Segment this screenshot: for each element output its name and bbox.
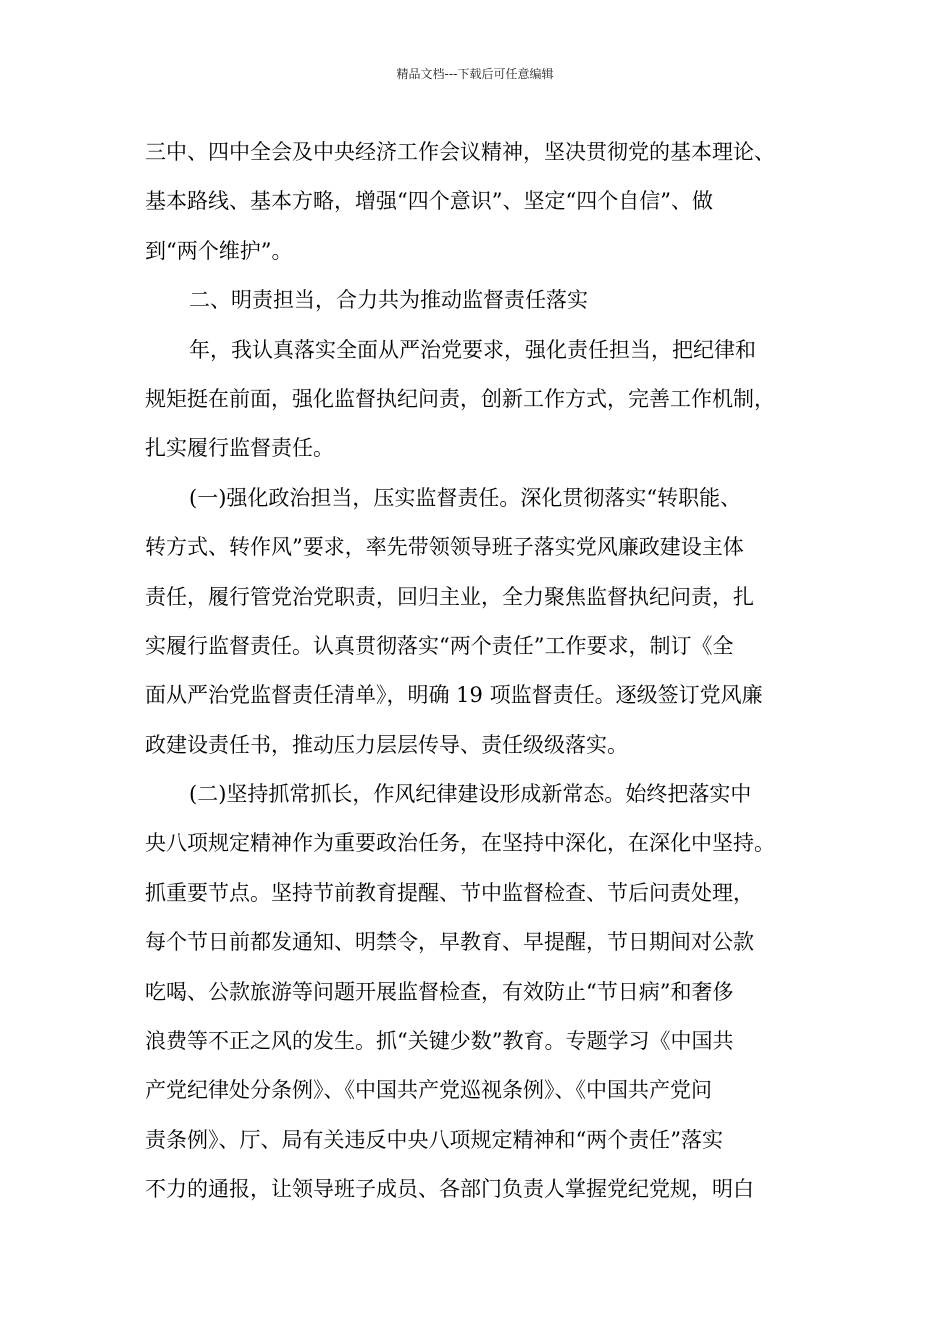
text-line: 扎实履行监督责任。 [145, 436, 334, 461]
text-line: 政建设责任书，推动压力层层传导、责任级级落实。 [145, 732, 628, 757]
text-line: 抓重要节点。坚持节前教育提醒、节中监督检查、节后问责处理， [145, 880, 754, 905]
text-line: 不力的通报，让领导班子成员、各部门负责人掌握党纪党规，明白 [145, 1177, 754, 1202]
text-line: 实履行监督责任。认真贯彻落实“两个责任”工作要求，制订《全 [145, 633, 734, 658]
text-line: 浪费等不正之风的发生。抓“关键少数”教育。专题学习《中国共 [145, 1029, 734, 1054]
text-line: 责任，履行管党治党职责，回归主业，全力聚焦监督执纪问责，扎 [145, 584, 754, 609]
text-line: 吃喝、公款旅游等问题开展监督检查，有效防止“节日病”和奢侈 [145, 979, 734, 1004]
text-line: 规矩挺在前面，强化监督执纪问责，创新工作方式，完善工作机制， [145, 386, 775, 411]
text-line: 转方式、转作风”要求，率先带领领导班子落实党风廉政建设主体 [145, 535, 744, 560]
document-body [145, 128, 815, 1215]
text-line: 每个节日前都发通知、明禁令，早教育、早提醒，节日期间对公款 [145, 930, 754, 955]
text-line: 年，我认真落实全面从严治党要求，强化责任担当，把纪律和 [189, 337, 756, 362]
text-line: 央八项规定精神作为重要政治任务，在坚持中深化，在深化中坚持。 [145, 831, 775, 856]
subsection-line: (一)强化政治担当，压实监督责任。深化贯彻落实“转职能、 [189, 485, 742, 510]
section-heading: 二、明责担当，合力共为推动监督责任落实 [189, 288, 588, 313]
subsection-line: (二)坚持抓常抓长，作风纪律建设形成新常态。始终把落实中 [189, 782, 752, 807]
page-header: 精品文档---下载后可任意编辑 [396, 67, 554, 81]
text-line: 产党纪律处分条例》、《中国共产党巡视条例》、《中国共产党问 [145, 1078, 712, 1103]
text-line: 到“两个维护”。 [145, 238, 293, 263]
text-line: 基本路线、基本方略，增强“四个意识”、坚定“四个自信”、做 [145, 189, 713, 214]
text-line: 责条例》、厅、局有关违反中央八项规定精神和“两个责任”落实 [145, 1127, 723, 1152]
text-line: 三中、四中全会及中央经济工作会议精神，坚决贯彻党的基本理论、 [145, 140, 775, 164]
text-line: 面从严治党监督责任清单》，明确 19 项监督责任。逐级签订党风廉 [145, 683, 763, 708]
